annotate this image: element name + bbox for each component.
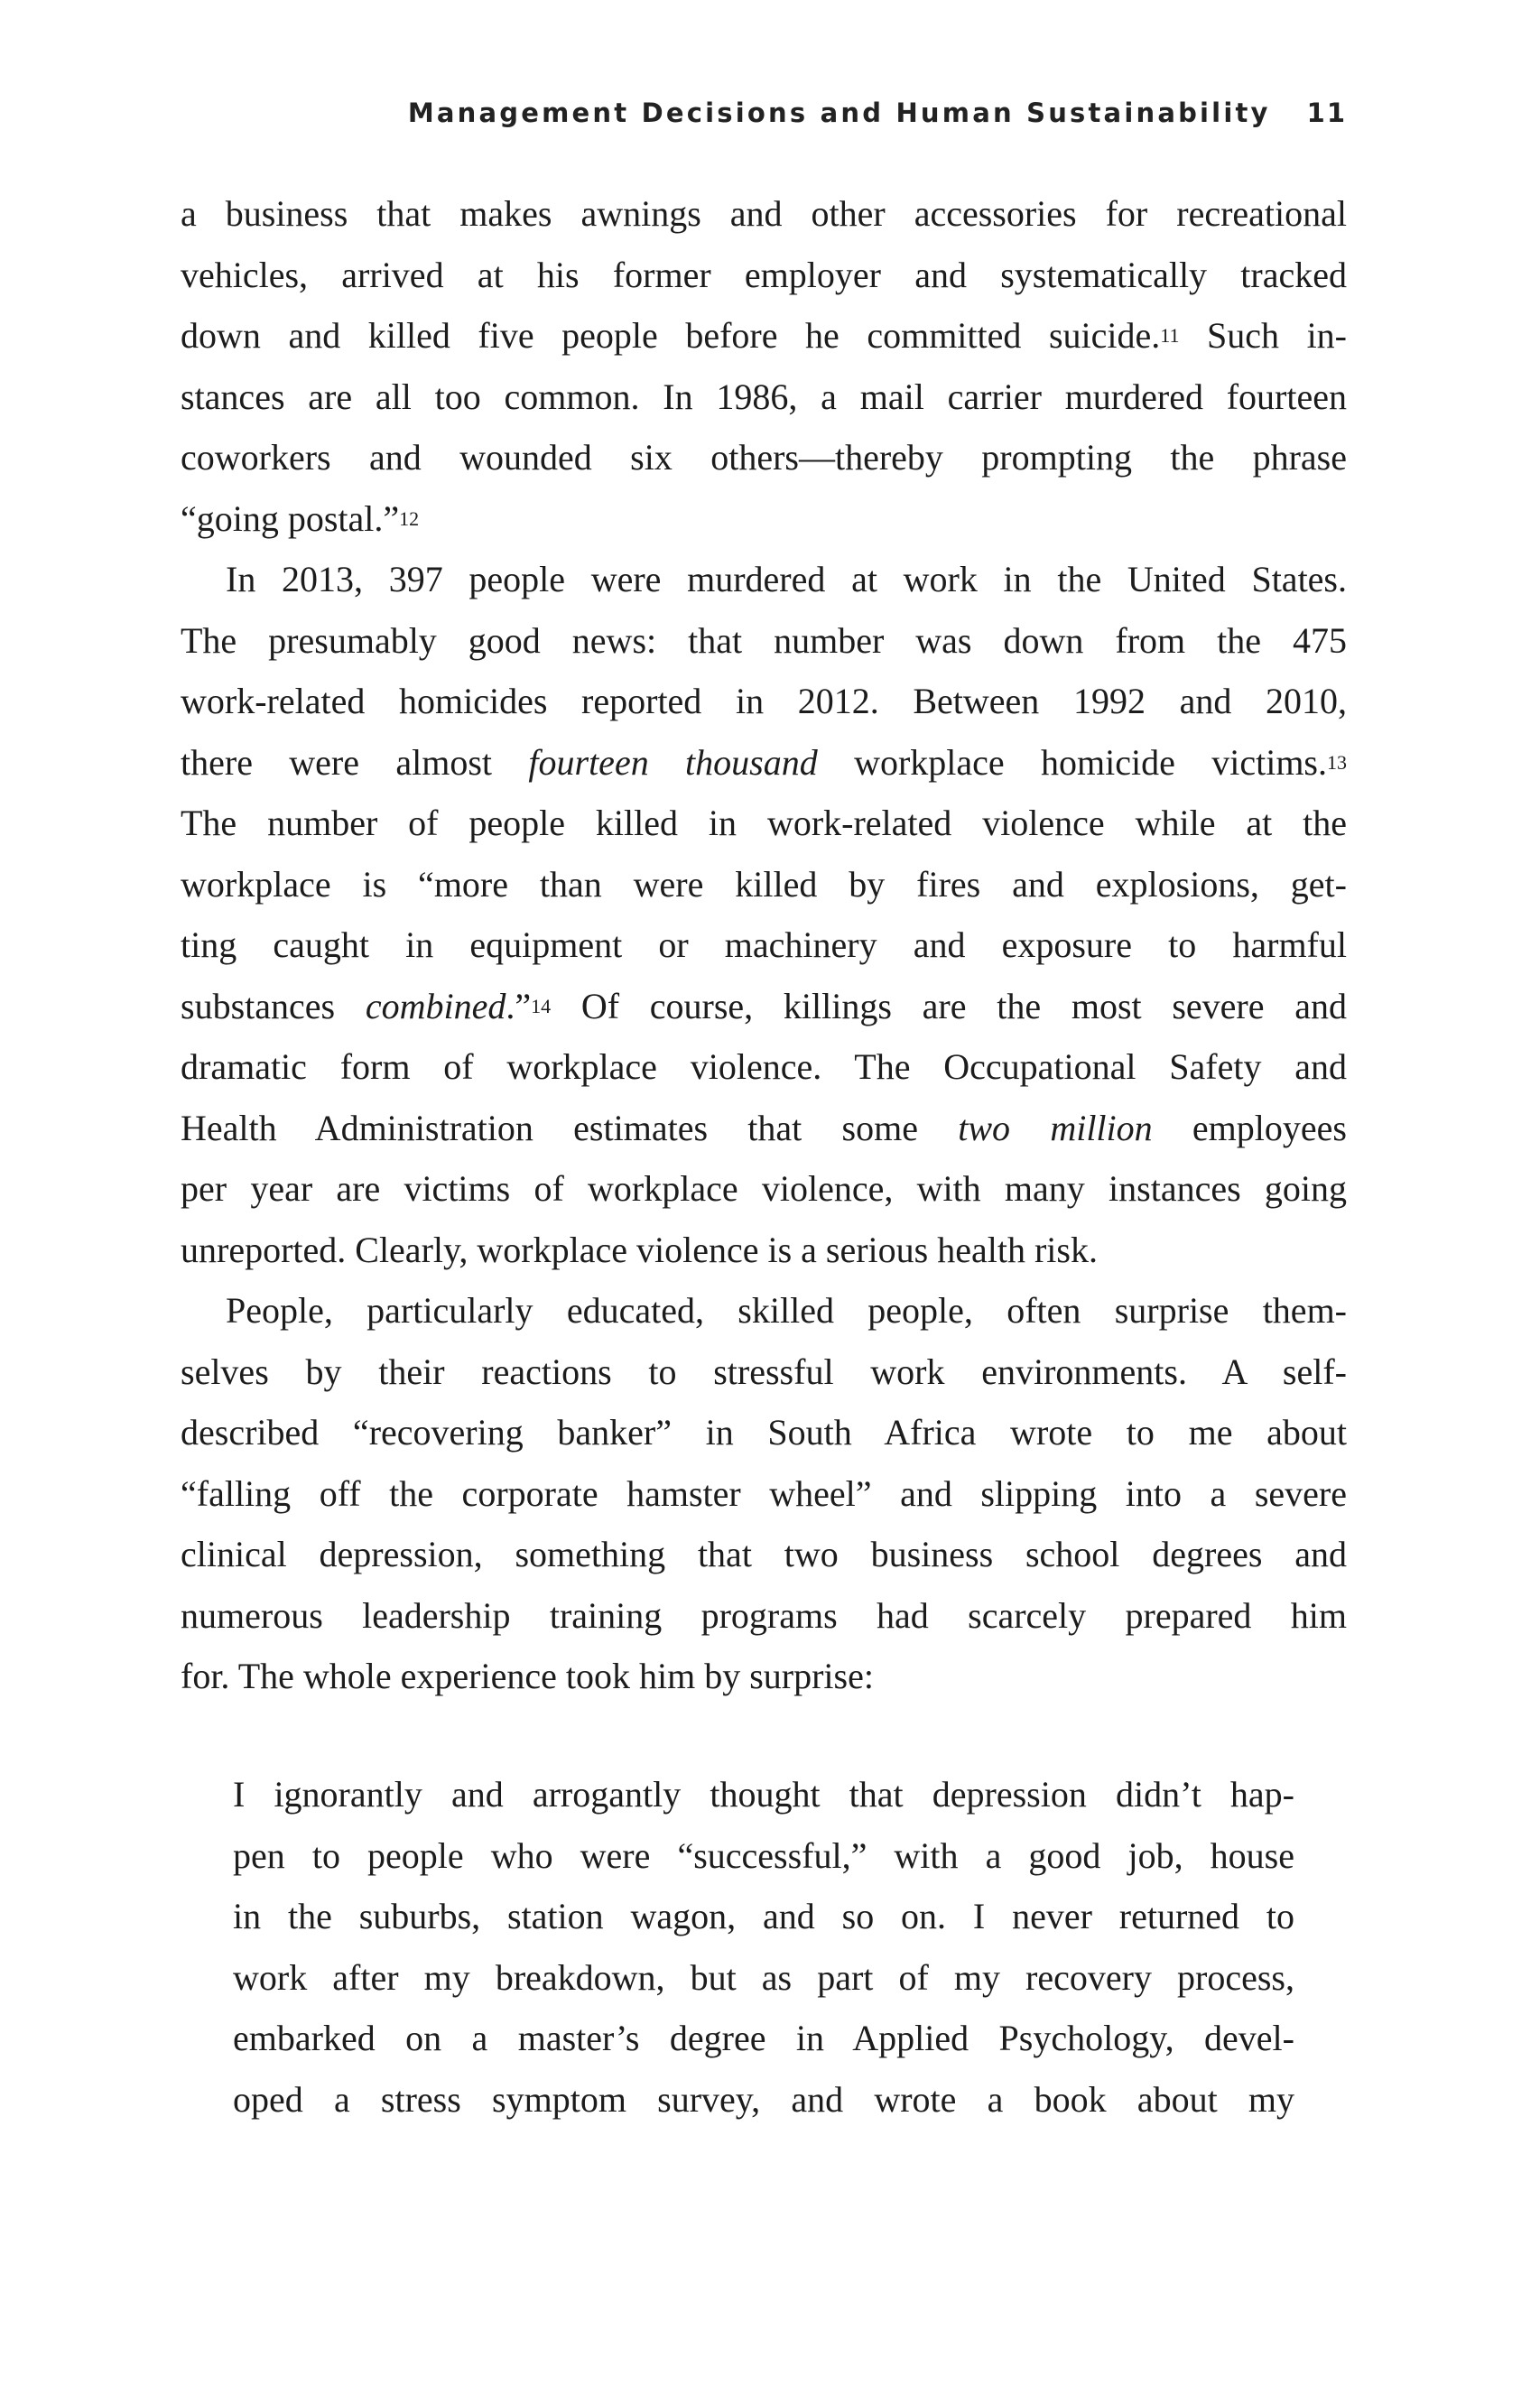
emphasis: combined <box>365 985 506 1026</box>
emphasis: two million <box>958 1107 1153 1148</box>
paragraph-1-line-2: vehicles, arrived at his former employer and systematically tracked <box>181 254 1347 295</box>
paragraph-3-line-1: People, particularly educated, skilled people, often surprise them- <box>226 1290 1347 1331</box>
paragraph-2-line-10 <box>181 1098 1347 1159</box>
paragraph-2-line-11: per year are victims of workplace violence, with many instances going <box>181 1168 1347 1209</box>
text-run: employees <box>1152 1107 1347 1148</box>
text-run: Of course, killings are the most severe and <box>551 985 1347 1026</box>
paragraph-3-line-4: “falling off the corporate hamster wheel” and slipping into a severe <box>181 1472 1347 1514</box>
paragraph-2-line-9: dramatic form of workplace violence. The Occupational Safety and <box>181 1046 1347 1087</box>
endnote-marker-14: 14 <box>531 994 552 1017</box>
paragraph-3-line-3: described “recovering banker” in South Africa wrote to me about <box>181 1412 1347 1453</box>
text-run: substances <box>181 985 366 1026</box>
paragraph-3-line-6: numerous leadership training programs had scarcely prepared him <box>181 1594 1347 1636</box>
paragraph-2-line-7: ting caught in equipment or machinery and exposure to harmful <box>181 924 1347 965</box>
text-run: workplace homicide victims. <box>817 741 1328 783</box>
quote-line-6: oped a stress symptom survey, and wrote a book about my <box>233 2078 1294 2120</box>
quote-line-3: in the suburbs, station wagon, and so on. I never returned to <box>233 1896 1294 1936</box>
endnote-marker-13: 13 <box>1327 750 1347 774</box>
block-quote <box>233 1764 1294 2130</box>
paragraph-1-line-6 <box>181 488 1347 550</box>
paragraph-1-line-4: stances are all too common. In 1986, a mail carrier murdered fourteen <box>181 376 1347 417</box>
paragraph-3-line-7: for. The whole experience took him by surprise: <box>181 1656 874 1696</box>
text-run: Such in- <box>1179 315 1347 356</box>
paragraph-2-line-5: The number of people killed in work-related violence while at the <box>181 803 1347 843</box>
page-number: 11 <box>1306 97 1347 128</box>
text-run: .” <box>506 985 532 1026</box>
text-run: there were almost <box>181 741 529 783</box>
text-run: Health Administration estimates that some <box>181 1107 959 1148</box>
paragraph-2-line-1: In 2013, 397 people were murdered at work in the United States. <box>226 559 1347 599</box>
quote-line-5: embarked on a master’s degree in Applied Psychology, devel- <box>233 2018 1294 2058</box>
paragraph-1-line-3 <box>181 305 1347 367</box>
paragraph-2-line-8 <box>181 976 1347 1037</box>
endnote-marker-11: 11 <box>1160 324 1180 347</box>
endnote-marker-12: 12 <box>399 506 420 530</box>
paragraph-2-line-4 <box>181 732 1347 794</box>
paragraph-2-line-6: workplace is “more than were killed by fires and explosions, get- <box>181 863 1347 905</box>
emphasis: fourteen thousand <box>528 741 818 783</box>
body-text <box>181 183 1347 1707</box>
paragraph-2-line-3: work-related homicides reported in 2012. Between 1992 and 2010, <box>181 681 1347 721</box>
paragraph-2-line-12: unreported. Clearly, workplace violence is a serious health risk. <box>181 1229 1098 1270</box>
quote-line-4: work after my breakdown, but as part of my recovery process, <box>233 1956 1294 1998</box>
paragraph-1-line-5: coworkers and wounded six others—thereby prompting the phrase <box>181 437 1347 478</box>
text-run: down and killed five people before he committed suicide. <box>181 315 1161 356</box>
text-run: “going postal.” <box>181 497 400 539</box>
running-header <box>408 97 1347 128</box>
paragraph-2-line-2: The presumably good news: that number was down from the 475 <box>181 619 1347 661</box>
paragraph-1-line-1: a business that makes awnings and other accessories for recreational <box>181 193 1347 234</box>
running-header-title: Management Decisions and Human Sustainability <box>407 97 1271 128</box>
paragraph-3-line-5: clinical depression, something that two business school degrees and <box>181 1534 1347 1574</box>
quote-line-1: I ignorantly and arrogantly thought that depression didn’t hap- <box>233 1774 1294 1815</box>
quote-line-2: pen to people who were “successful,” with a good job, house <box>233 1834 1294 1876</box>
paragraph-3-line-2: selves by their reactions to stressful work environments. A self- <box>181 1351 1347 1392</box>
